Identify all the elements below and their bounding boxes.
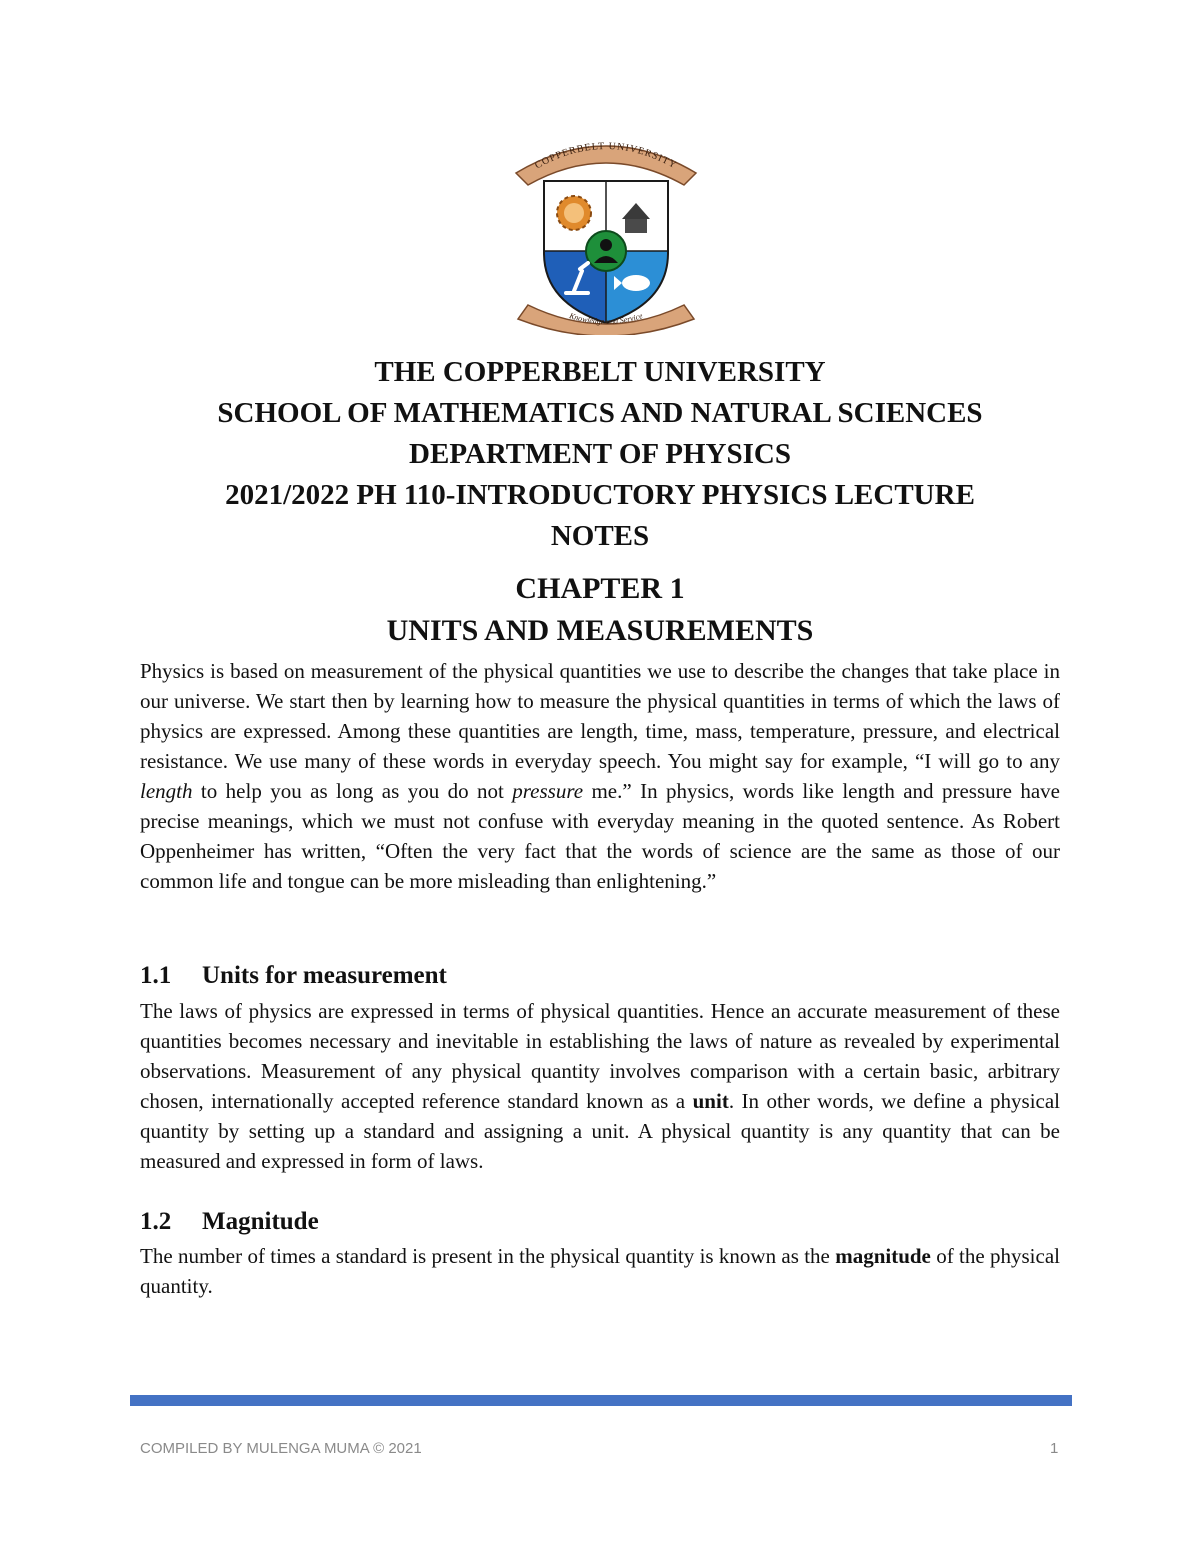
section-1-2-term-magnitude: magnitude — [835, 1244, 931, 1268]
intro-paragraph — [140, 656, 1060, 896]
section-1-2-paragraph — [140, 1241, 1060, 1301]
section-number: 1.1 — [140, 962, 172, 989]
section-1-1-text-1: The laws of physics are expressed in terms of physical quantities. Hence an accurate measurement of these quantities becomes necessary and inevitable in establishing the laws of nature as revealed by experimental observations. Measurement of any physical quantity involves comparison with a certain basic, arbitrary chosen, internationally accepted reference standard known as a — [140, 999, 1060, 1113]
section-heading-1-2 — [140, 1206, 319, 1238]
university-crest-logo — [508, 133, 704, 335]
section-1-1-term-unit: unit — [692, 1089, 729, 1113]
crest-ribbon-top-text: COPPERBELT UNIVERSITY — [533, 140, 679, 172]
document-header — [100, 352, 1100, 557]
section-number: 1.2 — [140, 1208, 172, 1235]
crest-ribbon-bottom-text: Knowledge and Service — [568, 311, 644, 327]
section-1-1-text-2: . In other words, we define a physical quantity by setting up a standard and assigning a unit. A physical quantity is any quantity that can be measured and expressed in form of laws. — [140, 1089, 1061, 1173]
course-title: 2021/2022 PH 110-INTRODUCTORY PHYSICS LECTURE — [225, 479, 975, 511]
intro-text-2: to help you as long as you do not — [192, 779, 513, 803]
footer-rule — [130, 1395, 1072, 1406]
footer-credit: COMPILED BY MULENGA MUMA © 2021 — [140, 1440, 422, 1457]
chapter-heading — [100, 568, 1100, 652]
section-title: Magnitude — [202, 1208, 319, 1235]
section-heading-1-1 — [140, 960, 447, 992]
intro-text-3: me.” In physics, words like length and pressure have precise meanings, which we must not confuse with everyday meaning in the quoted sentence. As Robert Oppenheimer has written, “Often the very fact that the words of science are the same as those of our common life and tongue can be more misleading than enlightening.” — [140, 779, 1060, 893]
intro-text-1: Physics is based on measurement of the physical quantities we use to describe the changes that take place in our universe. We start then by learning how to measure the physical quantities in terms of which the laws of physics are expressed. Among these quantities are length, time, mass, temperature, pressure, and electrical resistance. We use many of these words in everyday speech. You might say for example, “I will go to any — [140, 659, 1060, 773]
section-1-1-paragraph — [140, 996, 1060, 1176]
intro-emphasis-pressure: pressure — [512, 779, 584, 803]
school-name: SCHOOL OF MATHEMATICS AND NATURAL SCIENCES — [217, 397, 983, 429]
chapter-label: CHAPTER 1 — [515, 572, 685, 605]
page-number: 1 — [1050, 1440, 1059, 1457]
section-1-2-text-2: of the physical quantity. — [140, 1244, 1060, 1298]
section-1-2-text-1: The number of times a standard is present in the physical quantity is known as the — [140, 1244, 836, 1268]
university-name: THE COPPERBELT UNIVERSITY — [374, 356, 826, 388]
section-title: Units for measurement — [202, 962, 447, 989]
chapter-title: UNITS AND MEASUREMENTS — [386, 614, 814, 647]
course-title-continued: NOTES — [550, 520, 650, 552]
department-name: DEPARTMENT OF PHYSICS — [409, 438, 791, 470]
intro-emphasis-length: length — [140, 779, 193, 803]
